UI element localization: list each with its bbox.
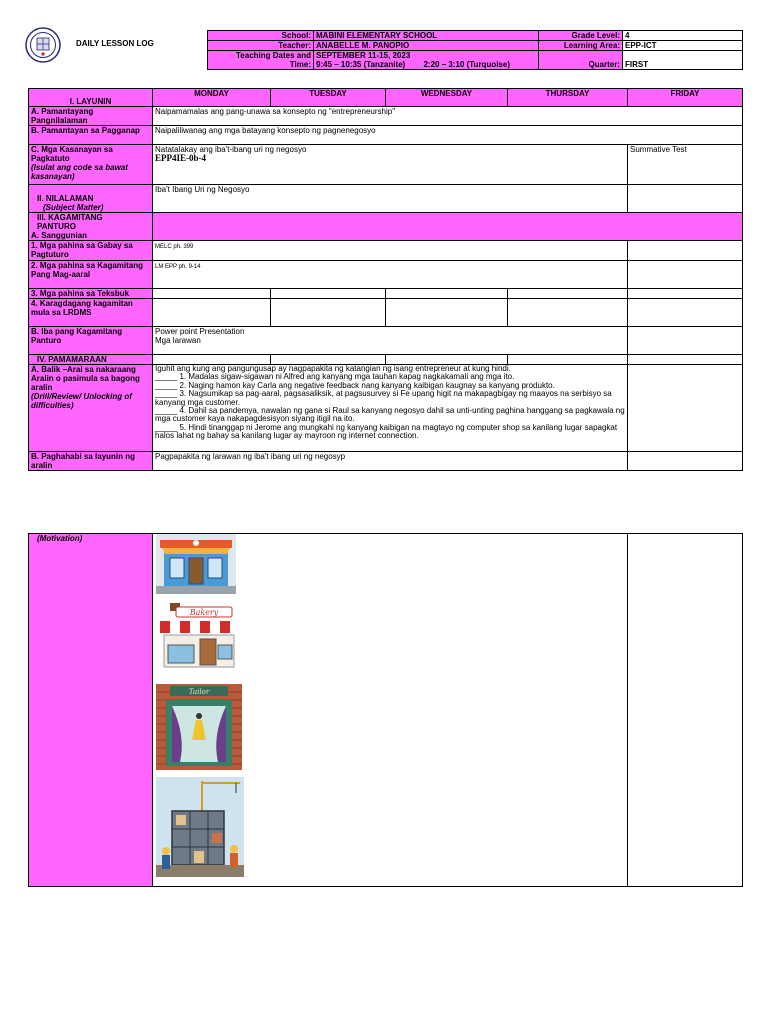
page-title: DAILY LESSON LOG bbox=[76, 39, 154, 48]
kagamitang-mag-aaral-text: LM EPP ph. 9-14 bbox=[153, 261, 628, 289]
time-value-a: 9:45 – 10:35 (Tanzanite) bbox=[316, 60, 406, 69]
sanggunian-label: A. Sanggunian bbox=[31, 231, 87, 240]
school-value: MABINI ELEMENTARY SCHOOL bbox=[314, 31, 539, 41]
balik-aral-note: (Drill/Review/ Unlocking of difficulties) bbox=[31, 392, 132, 410]
bakery-sign-text: Bakery bbox=[189, 608, 219, 617]
pamantayan-pagganap-label: B. Pamantayan sa Pagganap bbox=[29, 126, 153, 145]
time-label: Time: bbox=[289, 60, 311, 69]
kagamitang-mag-aaral-label: 2. Mga pahina sa Kagamitang Pang Mag-aaral bbox=[29, 261, 153, 289]
motivation-friday bbox=[628, 534, 743, 887]
balik-aral-label: A. Balik –Aral sa nakaraang Aralin o pasimula sa bagong aralin bbox=[31, 365, 140, 392]
balik-aral-item-3: _____ 3. Nagsumikap sa pag-aaral, pagsasaliksik, at pagsusurvey si Fe upang higit na makapagbigay ng maayos na serbisyo sa kanyang mga customer. bbox=[155, 389, 612, 407]
quarter-label: Quarter: bbox=[588, 60, 620, 69]
teaching-dates-value bbox=[314, 51, 539, 70]
balik-aral-item-1: _____ 1. Madalas sigaw-sigawan ni Alfred ang kanyang mga tauhan kapag nagkakamali ang mga ito. bbox=[155, 372, 515, 382]
layunin-heading bbox=[29, 89, 153, 107]
teacher-value: ANABELLE M. PANOPIO bbox=[314, 41, 539, 51]
balik-aral-text-cell bbox=[153, 365, 628, 452]
kasanayan-text: Natatalakay ang iba't-ibang uri ng negosyo bbox=[155, 145, 307, 154]
iba-pang-text1: Power point Presentation bbox=[155, 327, 245, 336]
motivation-images-cell bbox=[153, 534, 628, 887]
gabay-text: MELC ph. 399 bbox=[153, 241, 628, 261]
kasanayan-text-cell bbox=[153, 145, 628, 185]
pamantayang-pangnilalaman-text: Naipamamalas ang pang-unawa sa konsepto ng "entrepreneurship" bbox=[153, 107, 743, 126]
teaching-dates-label bbox=[208, 51, 314, 70]
grade-level-label: Grade Level: bbox=[539, 31, 623, 41]
day-thursday: THURSDAY bbox=[508, 89, 628, 107]
nilalaman-label: II. NILALAMAN bbox=[37, 194, 94, 203]
nilalaman-text: Iba't Ibang Uri ng Negosyo bbox=[153, 185, 628, 213]
day-tuesday: TUESDAY bbox=[271, 89, 386, 107]
motivation-table bbox=[28, 533, 743, 887]
pamamaraan-friday bbox=[628, 355, 743, 365]
day-wednesday: WEDNESDAY bbox=[386, 89, 508, 107]
learning-area-label: Learning Area: bbox=[539, 41, 623, 51]
store-image bbox=[156, 534, 236, 594]
teksbuk-tuesday bbox=[271, 289, 386, 299]
teaching-dates-label-line1: Teaching Dates and bbox=[236, 51, 311, 60]
paghahabi-text: Pagpapakita ng larawan ng iba't ibang uri ng negosyp bbox=[153, 452, 628, 471]
paghahabi-label: B. Paghahabi sa layunin ng aralin bbox=[29, 452, 153, 471]
kagamitang-mag-aaral-friday bbox=[628, 261, 743, 289]
gabay-friday bbox=[628, 241, 743, 261]
motivation-label-cell bbox=[29, 534, 153, 887]
paghahabi-friday bbox=[628, 452, 743, 471]
kagamitan-label: III. KAGAMITANG PANTURO bbox=[37, 213, 103, 231]
balik-aral-item-4: _____ 4. Dahil sa pandemya, nawalan ng gana si Raul sa kanyang negosyo dahil sa unti-unting paghina hanggang sa pagkawala ng mga customer kaya nakapagdesisyon siyang itigil na ito. bbox=[155, 406, 625, 424]
teacher-label: Teacher: bbox=[208, 41, 314, 51]
karagdagang-friday bbox=[628, 299, 743, 327]
karagdagang-tuesday bbox=[271, 299, 386, 327]
quarter-value: FIRST bbox=[625, 60, 649, 69]
balik-aral-item-2: _____ 2. Naging hamon kay Carla ang negative feedback nang kanyang kaibigan kaugnay sa kanyang produkto. bbox=[155, 380, 555, 390]
teksbuk-monday bbox=[153, 289, 271, 299]
quarter-value-cell bbox=[623, 51, 743, 70]
karagdagang-label: 4. Karagdagang kagamitan mula sa LRDMS bbox=[29, 299, 153, 327]
nilalaman-label-cell bbox=[29, 185, 153, 213]
balik-aral-instruction: Iguhit ang kung ang pangungusap ay nagpapakita ng katangian ng isang entrepreneur at kung hindi. bbox=[155, 364, 511, 373]
balik-aral-item-5: _____ 5. Hindi tinanggap ni Jerome ang mungkahi ng kanyang kaibigan na magtayo ng computer shop sa kanilang lugar sapagkat halos lahat ng bahay sa kanilang lugar ay mayroon ng internet connection. bbox=[155, 422, 618, 441]
pamantayang-pangnilalaman-label: A. Pamantayang Pangnilalaman bbox=[29, 107, 153, 126]
grade-level-value: 4 bbox=[623, 31, 743, 41]
pamamaraan-label: IV. PAMAMARAAN bbox=[29, 355, 153, 365]
day-friday: FRIDAY bbox=[628, 89, 743, 107]
school-label: School: bbox=[208, 31, 314, 41]
time-value bbox=[316, 60, 536, 69]
kasanayan-code: EPP4IE-0b-4 bbox=[155, 153, 207, 163]
gabay-label: 1. Mga pahina sa Gabay sa Pagtuturo bbox=[29, 241, 153, 261]
iba-pang-label: B. Iba pang Kagamitang Panturo bbox=[29, 327, 153, 355]
layunin-label: I. LAYUNIN bbox=[69, 97, 112, 106]
karagdagang-thursday bbox=[508, 299, 628, 327]
kasanayan-label: C. Mga Kasanayan sa Pagkatuto bbox=[31, 145, 113, 163]
pamamaraan-thursday bbox=[508, 355, 628, 365]
kagamitan-label-cell bbox=[29, 213, 153, 241]
quarter-label-cell bbox=[539, 51, 623, 70]
learning-area-value: EPP-ICT bbox=[623, 41, 743, 51]
kasanayan-friday: Summative Test bbox=[628, 145, 743, 185]
construction-image bbox=[156, 777, 244, 877]
karagdagang-wednesday bbox=[386, 299, 508, 327]
kasanayan-label-cell bbox=[29, 145, 153, 185]
pamantayan-pagganap-text: Naipaliliwanag ang mga batayang konsepto ng pagnenegosyo bbox=[153, 126, 743, 145]
tailor-sign-text: Tailor bbox=[188, 688, 210, 696]
pamamaraan-monday bbox=[153, 355, 271, 365]
teksbuk-wednesday bbox=[386, 289, 508, 299]
iba-pang-friday bbox=[628, 327, 743, 355]
bakery-image bbox=[156, 599, 242, 671]
nilalaman-friday bbox=[628, 185, 743, 213]
motivation-label: (Motivation) bbox=[37, 534, 83, 543]
teksbuk-friday bbox=[628, 289, 743, 299]
pamamaraan-wednesday bbox=[386, 355, 508, 365]
lesson-table bbox=[28, 88, 743, 471]
nilalaman-note: (Subject Matter) bbox=[43, 203, 104, 212]
karagdagang-monday bbox=[153, 299, 271, 327]
teksbuk-thursday bbox=[508, 289, 628, 299]
balik-aral-friday bbox=[628, 365, 743, 452]
iba-pang-text2: Mga larawan bbox=[155, 336, 201, 345]
pamamaraan-tuesday bbox=[271, 355, 386, 365]
tailor-image bbox=[156, 684, 242, 770]
deped-logo bbox=[25, 27, 61, 63]
iba-pang-text-cell bbox=[153, 327, 628, 355]
teksbuk-label: 3. Mga pahina sa Teksbuk bbox=[29, 289, 153, 299]
balik-aral-label-cell bbox=[29, 365, 153, 452]
time-value-b: 2:20 – 3:10 (Turquoise) bbox=[423, 60, 510, 69]
kasanayan-note: (Isulat ang code sa bawat kasanayan) bbox=[31, 163, 128, 181]
dates-value: SEPTEMBER 11-15, 2023 bbox=[316, 51, 411, 60]
day-monday: MONDAY bbox=[153, 89, 271, 107]
header-table bbox=[207, 30, 743, 70]
kagamitan-fill bbox=[153, 213, 743, 241]
